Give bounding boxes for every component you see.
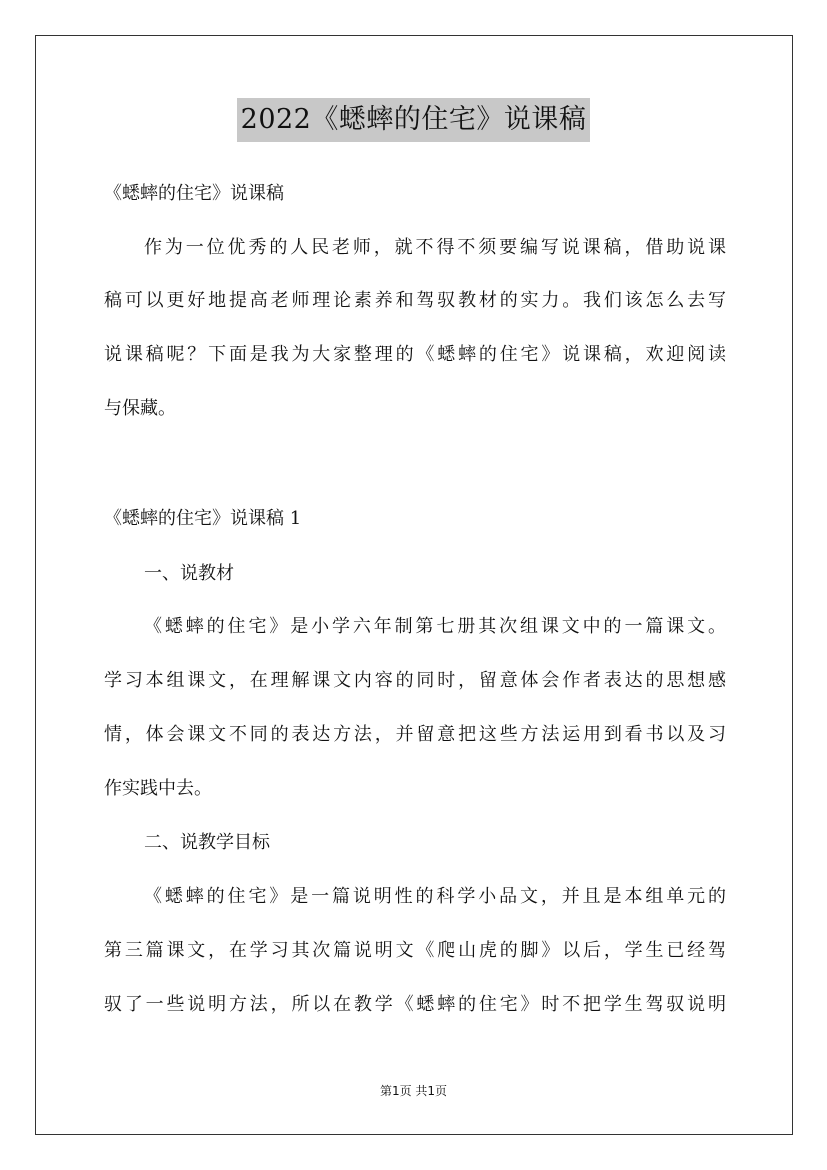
- paragraph-2-line-3: 驭了一些说明方法，所以在教学《蟋蟀的住宅》时不把学生驾驭说明: [104, 994, 726, 1015]
- paragraph-2-line-1: 《蟋蟀的住宅》是一篇说明性的科学小品文，并且是本组单元的: [144, 886, 726, 907]
- intro-line-1: 作为一位优秀的人民老师，就不得不须要编写说课稿，借助说课: [144, 237, 726, 258]
- document-title: 2022《蟋蟀的住宅》说课稿: [237, 98, 591, 142]
- subtitle: 《蟋蟀的住宅》说课稿: [104, 183, 284, 204]
- heading-teaching-material: 一、说教材: [144, 563, 234, 584]
- section-title: 《蟋蟀的住宅》说课稿 1: [104, 508, 302, 529]
- paragraph-1-line-2: 学习本组课文，在理解课文内容的同时，留意体会作者表达的思想感: [104, 670, 726, 691]
- paragraph-1-line-1: 《蟋蟀的住宅》是小学六年制第七册其次组课文中的一篇课文。: [144, 616, 726, 637]
- heading-teaching-goals: 二、说教学目标: [144, 832, 270, 853]
- paragraph-1-line-4: 作实践中去。: [104, 778, 212, 799]
- page-footer: 第1页 共1页: [379, 1084, 448, 1098]
- intro-line-3: 说课稿呢？下面是我为大家整理的《蟋蟀的住宅》说课稿，欢迎阅读: [104, 344, 726, 365]
- intro-line-2: 稿可以更好地提高老师理论素养和驾驭教材的实力。我们该怎么去写: [104, 290, 726, 311]
- paragraph-1-line-3: 情，体会课文不同的表达方法，并留意把这些方法运用到看书以及习: [104, 724, 726, 745]
- title-container: [0, 98, 827, 142]
- intro-line-4: 与保藏。: [104, 398, 176, 419]
- paragraph-2-line-2: 第三篇课文，在学习其次篇说明文《爬山虎的脚》以后，学生已经驾: [104, 940, 726, 961]
